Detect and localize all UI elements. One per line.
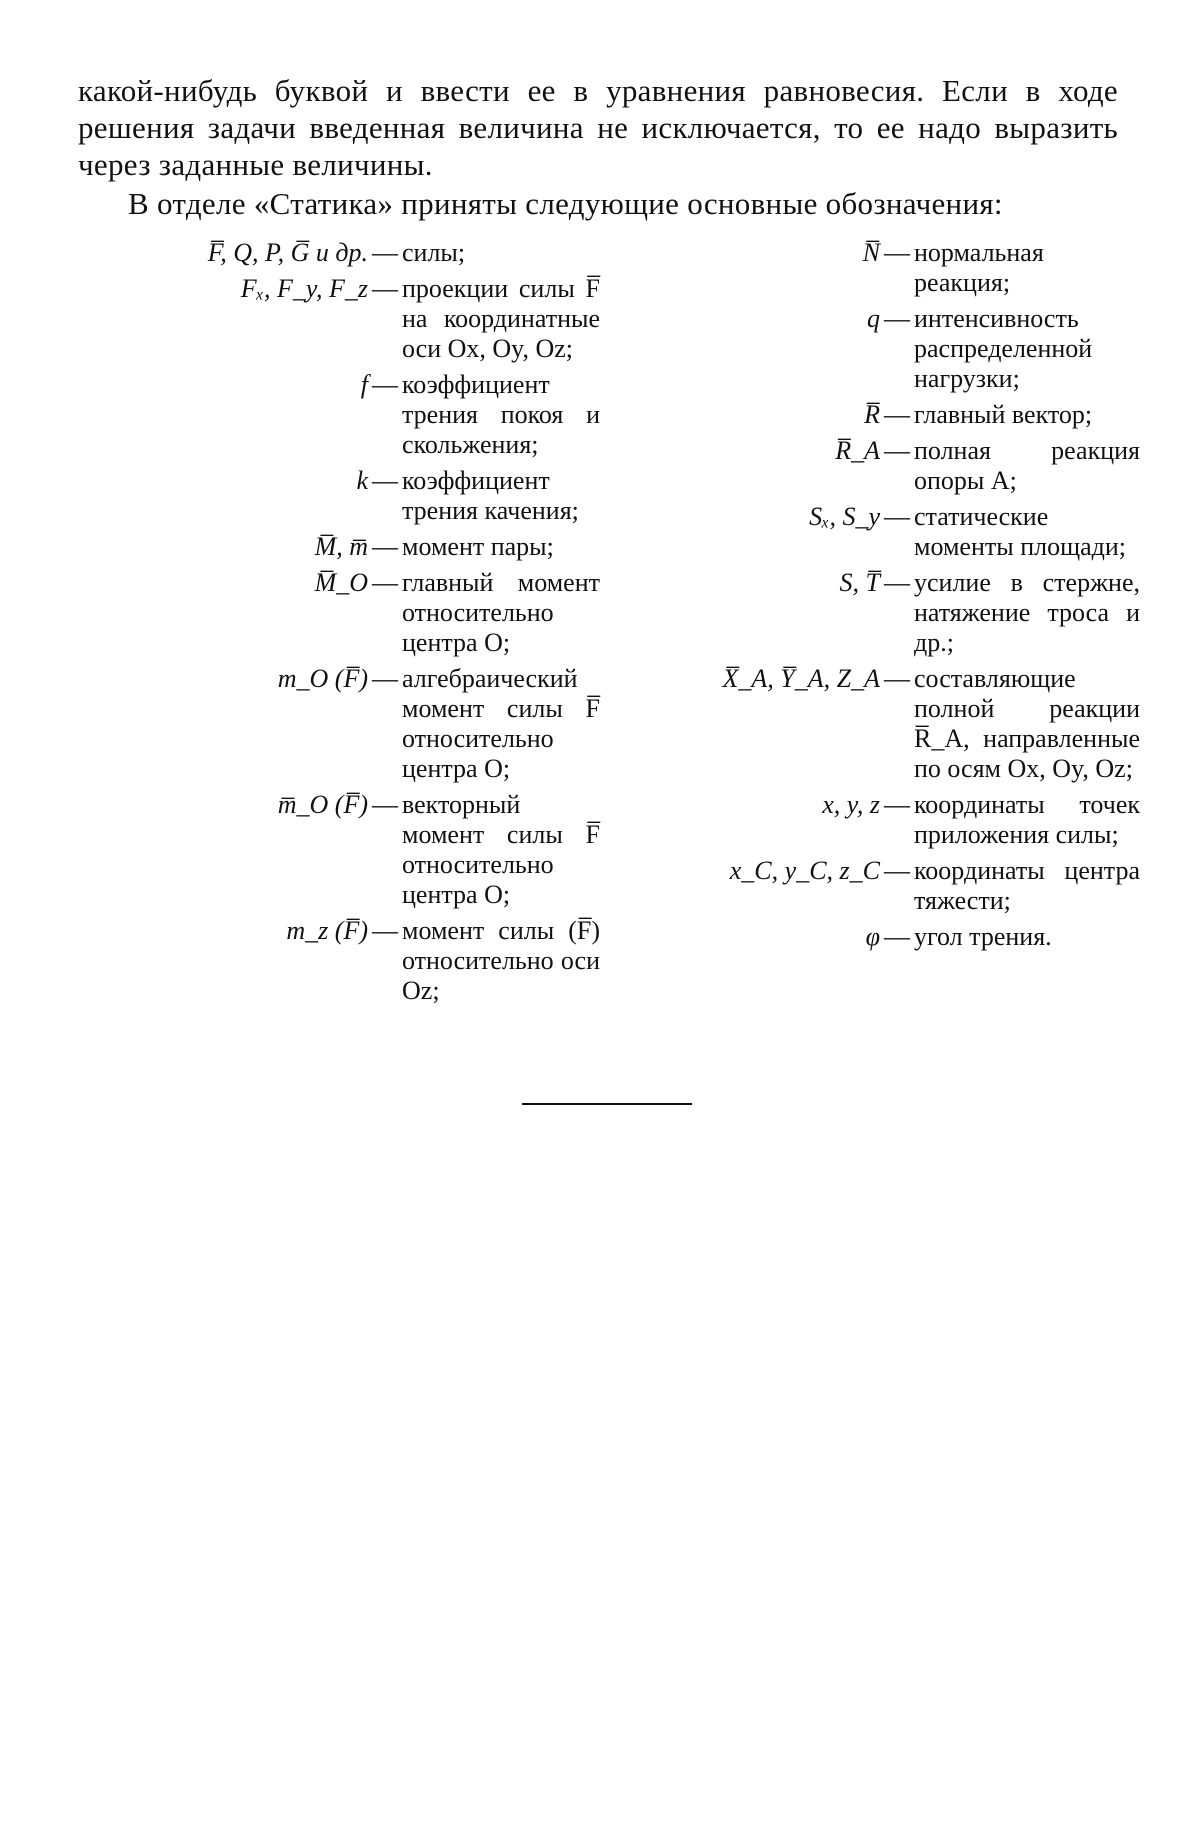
intro-paragraph-1: какой-нибудь буквой и ввести ее в уравнения равновесия. Если в ходе решения задачи введенная величина не исключается, то ее надо выразить через заданные величины. (78, 73, 1118, 182)
notation-description: угол трения. (914, 922, 1052, 951)
notation-symbol: φ (865, 922, 880, 951)
notation-list-left (90, 238, 600, 1012)
notation-entry (680, 304, 1140, 394)
notation-symbol: M̅_O (314, 568, 368, 597)
notation-symbol: k (356, 466, 368, 495)
notation-dash: — (372, 568, 398, 597)
notation-symbol: M̅, m̅ (314, 532, 368, 561)
notation-entry (680, 664, 1140, 784)
notation-dash: — (884, 568, 910, 597)
notation-entry (680, 856, 1140, 916)
notation-entry (90, 790, 600, 910)
notation-description: проекции силы F̅ на координатные оси Ox, Oy, Oz; (402, 274, 600, 363)
notation-symbol: m̅_O (F̅) (277, 790, 368, 819)
notation-dash: — (372, 238, 398, 267)
notation-entry (90, 916, 600, 1006)
notation-entry (90, 274, 600, 364)
notation-description: статические моменты площади; (914, 502, 1127, 561)
notation-symbol: R̅ (864, 400, 880, 429)
notation-dash: — (884, 436, 910, 465)
notation-description: координаты центра тяжести; (914, 856, 1140, 915)
notation-entry (90, 664, 600, 784)
notation-entry (680, 238, 1140, 298)
notation-description: коэффициент трения покоя и скольжения; (402, 370, 600, 459)
notation-description: момент пары; (402, 532, 554, 561)
notation-dash: — (372, 916, 398, 945)
notation-dash: — (884, 238, 910, 267)
notation-description: коэффициент трения качения; (402, 466, 579, 525)
section-divider (522, 1103, 692, 1105)
notation-symbol: q (867, 304, 880, 333)
notation-symbol: S, T̅ (839, 568, 880, 597)
notation-symbol: x_C, y_C, z_C (729, 856, 880, 885)
notation-entry (90, 568, 600, 658)
notation-description: момент силы (F̅) относительно оси Oz; (402, 916, 600, 1005)
notation-dash: — (372, 790, 398, 819)
notation-entry (90, 532, 600, 562)
notation-dash: — (884, 304, 910, 333)
notation-description: составляющие полной реакции R̅_A, направленные по осям Ox, Oy, Oz; (914, 664, 1140, 783)
notation-entry (90, 370, 600, 460)
notation-description: интенсивность распределенной нагрузки; (914, 304, 1093, 393)
notation-description: главный момент относительно центра O; (402, 568, 600, 657)
notation-symbol: R̅_A (835, 436, 880, 465)
notation-dash: — (884, 664, 910, 693)
notation-dash: — (884, 922, 910, 951)
notation-dash: — (884, 400, 910, 429)
notation-entry (90, 466, 600, 526)
notation-dash: — (372, 370, 398, 399)
notation-symbol: N̅ (862, 238, 880, 267)
notation-entry (680, 922, 1140, 952)
notation-symbol: Fₓ, F_y, F_z (240, 274, 368, 303)
notation-description: главный вектор; (914, 400, 1093, 429)
notation-dash: — (372, 664, 398, 693)
notation-description: координаты точек приложения силы; (914, 790, 1140, 849)
intro-paragraph-2: В отделе «Статика» приняты следующие основные обозначения: (128, 186, 1003, 221)
notation-symbol: m_z (F̅) (286, 916, 368, 945)
notation-dash: — (372, 274, 398, 303)
notation-dash: — (372, 466, 398, 495)
notation-dash: — (884, 502, 910, 531)
notation-symbol: x, y, z (822, 790, 880, 819)
notation-symbol: Sₓ, S_y (809, 502, 880, 531)
notation-description: векторный момент силы F̅ относительно центра O; (402, 790, 600, 909)
notation-description: алгебраический момент силы F̅ относительно центра O; (402, 664, 600, 783)
notation-symbol: F̅, Q, P, G̅ и др. (207, 238, 368, 267)
notation-list-right (680, 238, 1140, 958)
notation-dash: — (884, 790, 910, 819)
notation-entry (680, 568, 1140, 658)
notation-description: нормальная реакция; (914, 238, 1044, 297)
notation-symbol: m_O (F̅) (277, 664, 368, 693)
notation-entry (680, 436, 1140, 496)
notation-dash: — (884, 856, 910, 885)
notation-description: полная реакция опоры A; (914, 436, 1140, 495)
notation-entry (680, 400, 1140, 430)
notation-description: усилие в стержне, натяжение троса и др.; (914, 568, 1140, 657)
intro-text (78, 72, 1118, 222)
notation-dash: — (372, 532, 398, 561)
notation-entry (90, 238, 600, 268)
notation-entry (680, 502, 1140, 562)
notation-symbol: X̅_A, Y̅_A, Z_A (722, 664, 880, 693)
notation-symbol: f (360, 370, 368, 399)
notation-entry (680, 790, 1140, 850)
notation-description: силы; (402, 238, 466, 267)
